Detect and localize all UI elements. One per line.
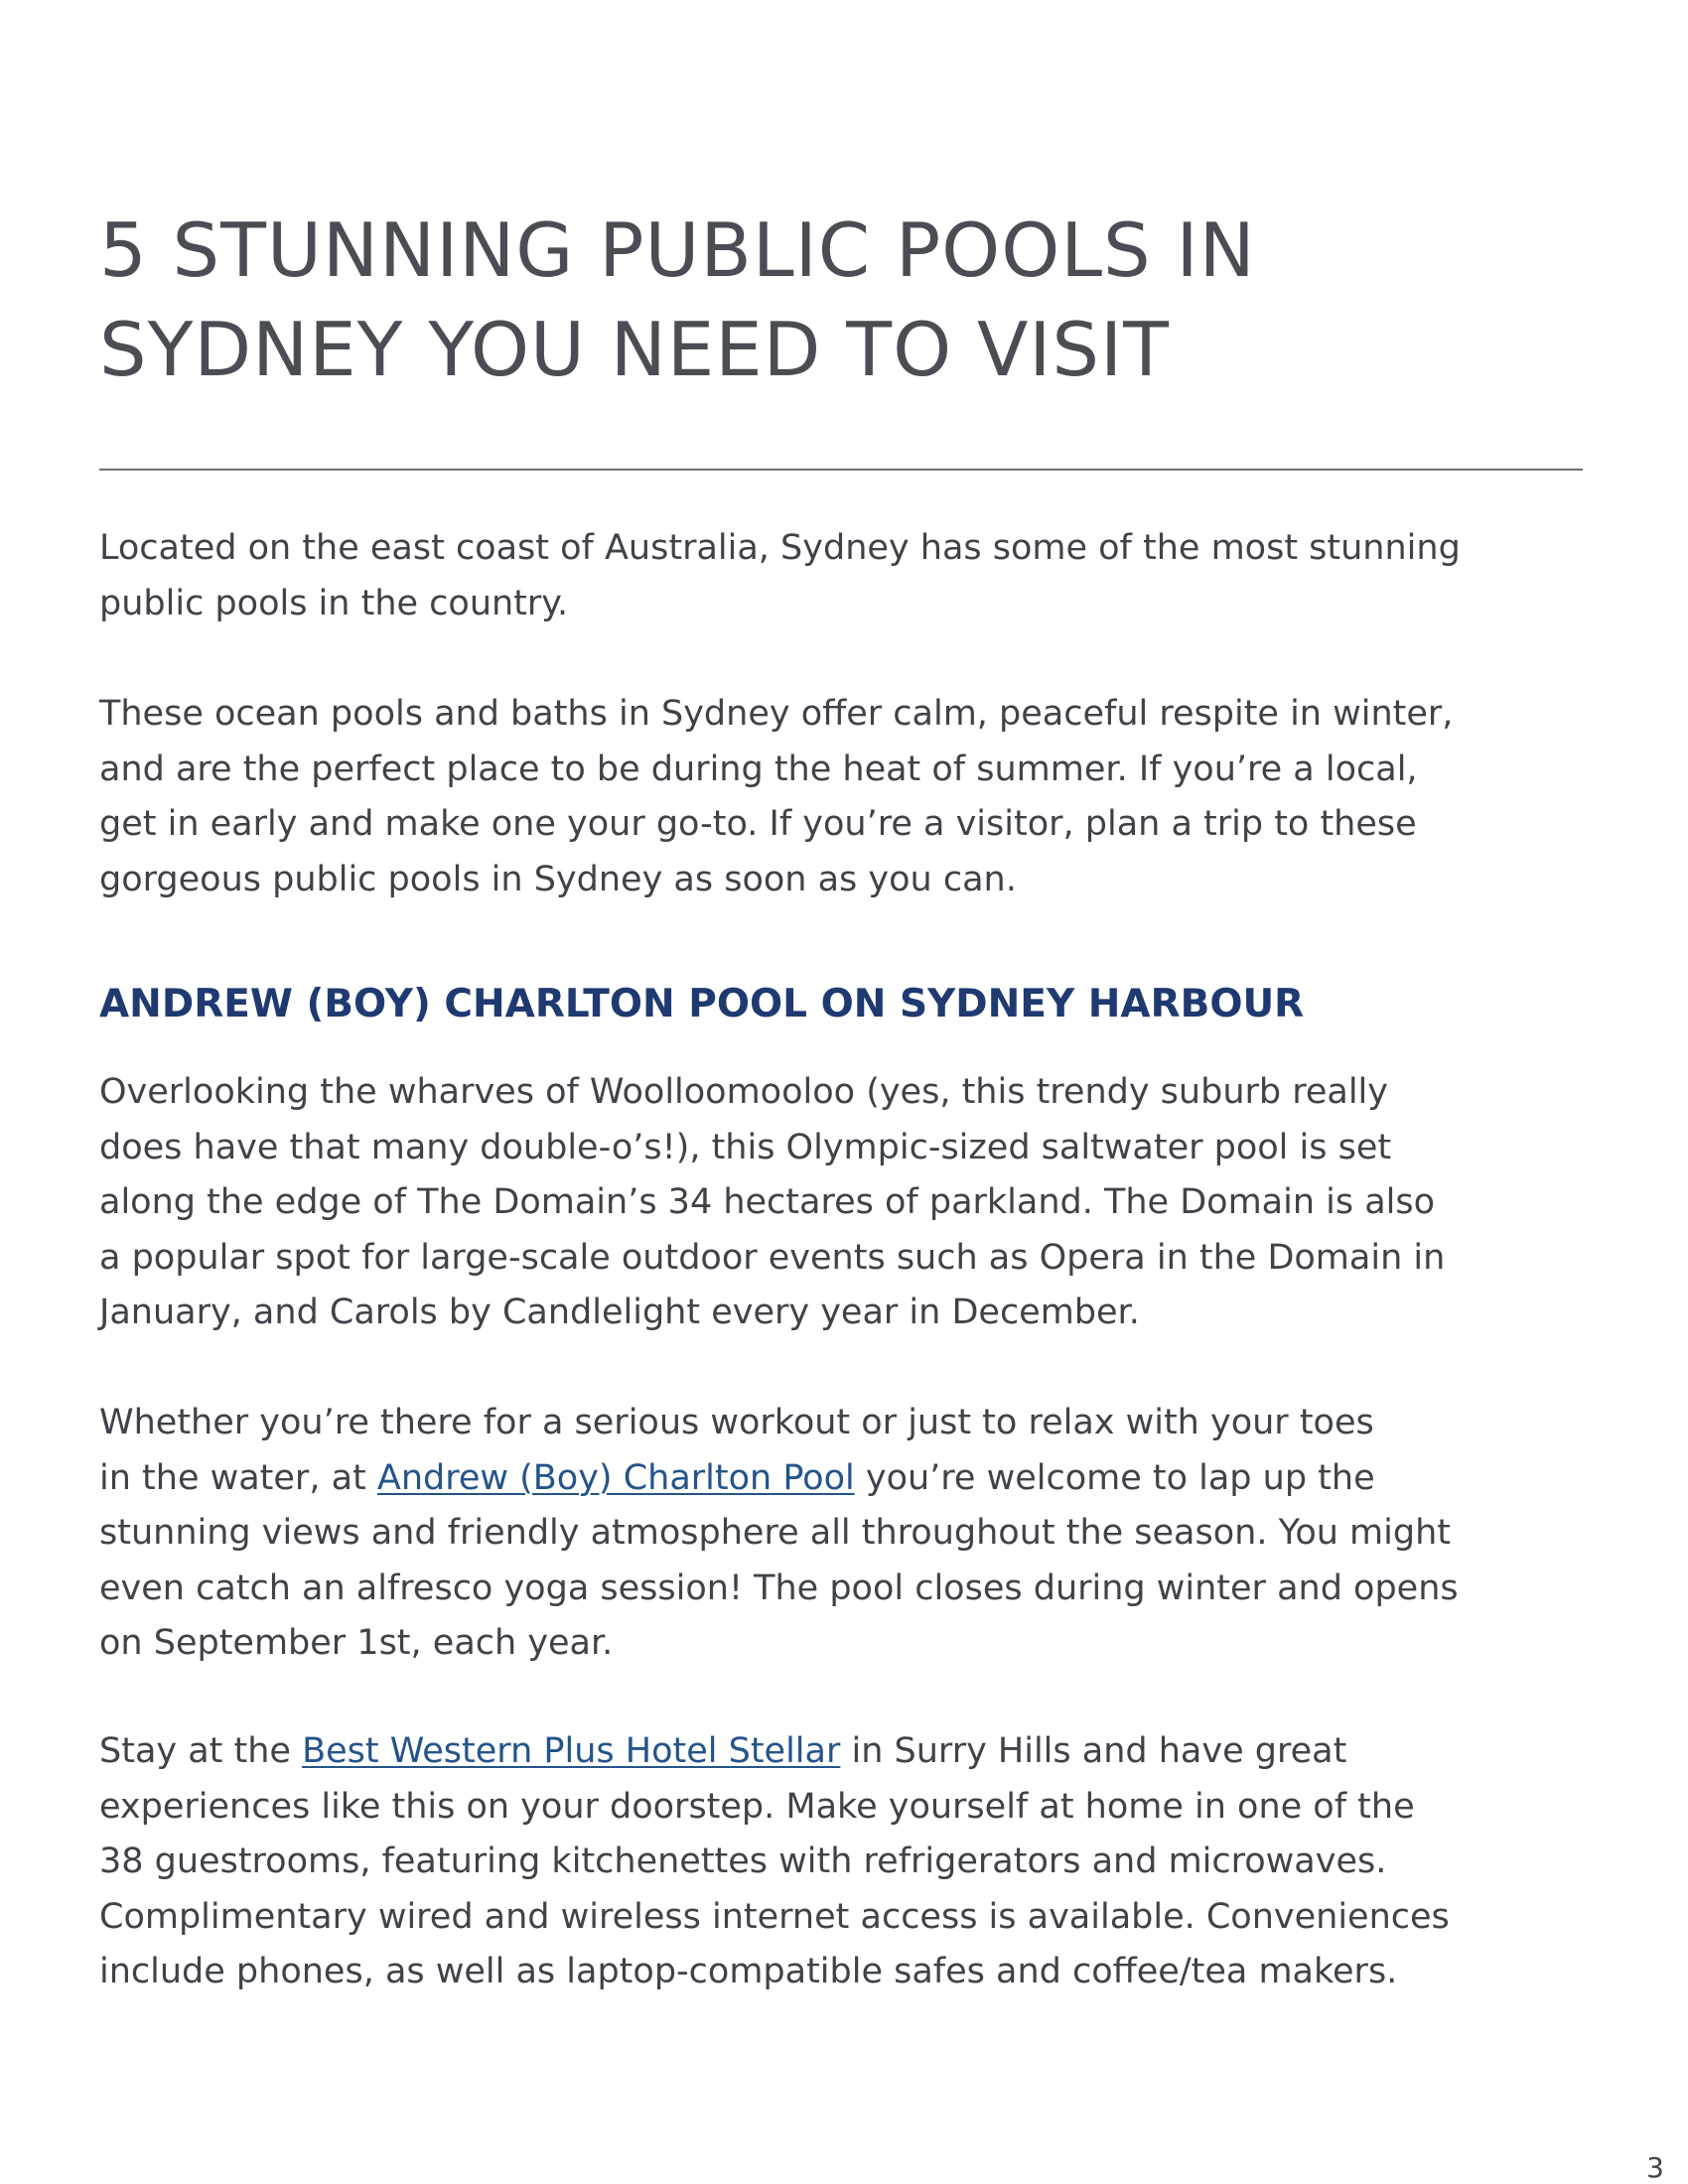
text-fragment: you’re welcome to lap up the bbox=[854, 1457, 1375, 1498]
text-line: Complimentary wired and wireless internet access is available. Conveniences bbox=[99, 1896, 1450, 1937]
section-heading: ANDREW (BOY) CHARLTON POOL ON SYDNEY HARBOUR bbox=[99, 982, 1305, 1026]
text-line: These ocean pools and baths in Sydney offer calm, peaceful respite in winter, bbox=[99, 694, 1454, 734]
text-line: does have that many double-o’s!), this Olympic-sized saltwater pool is set bbox=[99, 1127, 1392, 1167]
title-divider bbox=[99, 469, 1583, 471]
page-title-line-2: SYDNEY YOU NEED TO VISIT bbox=[99, 306, 1170, 393]
text-line: experiences like this on your doorstep. Make yourself at home in one of the bbox=[99, 1786, 1415, 1827]
text-line: Whether you’re there for a serious workout or just to relax with your toes bbox=[99, 1403, 1374, 1442]
page-title bbox=[99, 201, 1589, 399]
page-title-line-1: 5 STUNNING PUBLIC POOLS IN bbox=[99, 206, 1256, 294]
text-line: even catch an alfresco yoga session! The pool closes during winter and opens bbox=[99, 1568, 1459, 1608]
text-line: 38 guestrooms, featuring kitchenettes with refrigerators and microwaves. bbox=[99, 1842, 1387, 1881]
intro-paragraph-2 bbox=[99, 687, 1589, 907]
section-paragraph-2 bbox=[99, 1396, 1589, 1672]
text-line: along the edge of The Domain’s 34 hectares of parkland. The Domain is also bbox=[99, 1182, 1436, 1222]
text-line: Overlooking the wharves of Woolloomooloo (yes, this trendy suburb really bbox=[99, 1072, 1388, 1112]
text-line: stunning views and friendly atmosphere all throughout the season. You might bbox=[99, 1513, 1451, 1553]
section-paragraph-1 bbox=[99, 1065, 1589, 1341]
text-fragment: Stay at the bbox=[99, 1731, 303, 1771]
text-line: January, and Carols by Candlelight every year in December. bbox=[99, 1293, 1140, 1332]
text-line: gorgeous public pools in Sydney as soon as you can. bbox=[99, 859, 1017, 899]
intro-paragraph-1 bbox=[99, 521, 1589, 631]
text-line: and are the perfect place to be during the heat of summer. If you’re a local, bbox=[99, 749, 1418, 789]
text-line: a popular spot for large-scale outdoor events such as Opera in the Domain in bbox=[99, 1237, 1446, 1278]
text-line: on September 1st, each year. bbox=[99, 1623, 614, 1663]
andrew-boy-charlton-pool-link[interactable]: Andrew (Boy) Charlton Pool bbox=[376, 1457, 855, 1498]
text-line: include phones, as well as laptop-compatible safes and coffee/tea makers. bbox=[99, 1952, 1398, 1991]
best-western-hotel-link[interactable]: Best Western Plus Hotel Stellar bbox=[302, 1731, 841, 1771]
text-line bbox=[99, 1451, 1589, 1507]
text-line: get in early and make one your go-to. If you’re a visitor, plan a trip to these bbox=[99, 804, 1417, 844]
text-fragment: in the water, at bbox=[99, 1457, 377, 1498]
text-line: Located on the east coast of Australia, Sydney has some of the most stunning bbox=[99, 528, 1461, 568]
page-number: 3 bbox=[1646, 2151, 1664, 2184]
text-fragment: in Surry Hills and have great bbox=[840, 1731, 1347, 1771]
text-line: public pools in the country. bbox=[99, 583, 569, 623]
section-paragraph-3 bbox=[99, 1724, 1589, 2000]
text-line bbox=[99, 1724, 1589, 1780]
